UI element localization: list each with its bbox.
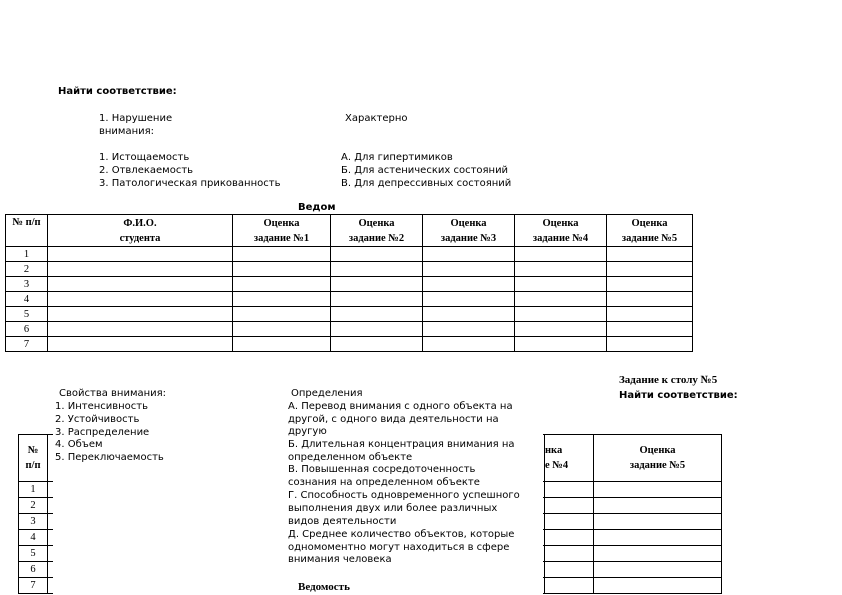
grade-cell[interactable]	[545, 578, 594, 594]
task1-right-item-a: А. Для гипертимиков	[341, 152, 453, 163]
grade-cell[interactable]	[233, 337, 331, 352]
definition-g-line3: видов деятельности	[288, 516, 397, 527]
grade-cell[interactable]	[594, 482, 722, 498]
grade-cell[interactable]	[423, 337, 515, 352]
grade-cell[interactable]	[331, 262, 423, 277]
grade-cell[interactable]	[331, 337, 423, 352]
definition-g-line2: выполнения двух или более различных	[288, 503, 498, 514]
table-row	[6, 262, 693, 277]
table-row	[6, 322, 693, 337]
table-row	[6, 307, 693, 322]
name-cell[interactable]	[48, 292, 233, 307]
grade-cell[interactable]	[423, 307, 515, 322]
grade-cell[interactable]	[233, 277, 331, 292]
grade-cell[interactable]	[545, 498, 594, 514]
task1-left-item-1: 1. Истощаемость	[99, 152, 190, 163]
grade-cell[interactable]	[607, 262, 693, 277]
grade-cell[interactable]	[607, 277, 693, 292]
grade-cell[interactable]	[423, 322, 515, 337]
grade-cell[interactable]	[515, 292, 607, 307]
table2-caption: Ведомость	[298, 581, 350, 593]
grade-cell[interactable]	[233, 292, 331, 307]
table-row	[6, 337, 693, 352]
grade-cell[interactable]	[515, 262, 607, 277]
grade-cell[interactable]	[331, 247, 423, 262]
definition-b-line2: определенном объекте	[288, 452, 413, 463]
grade-cell[interactable]	[233, 307, 331, 322]
task2-property-3: 3. Распределение	[55, 427, 150, 438]
row-number: 1	[19, 482, 48, 498]
row-number: 4	[19, 530, 48, 546]
grades-table-1	[5, 214, 693, 352]
grade-cell[interactable]	[233, 247, 331, 262]
table1-header-task4: Оценка задание №4	[515, 215, 607, 247]
row-number: 7	[6, 337, 48, 352]
row-number: 1	[6, 247, 48, 262]
grade-cell[interactable]	[515, 247, 607, 262]
name-cell[interactable]	[48, 277, 233, 292]
table1-header-task2: Оценка задание №2	[331, 215, 423, 247]
task1-right-item-b: Б. Для астенических состояний	[341, 165, 509, 176]
task2-property-5: 5. Переключаемость	[55, 452, 164, 463]
grade-cell[interactable]	[607, 292, 693, 307]
task1-left-item-2: 2. Отвлекаемость	[99, 165, 194, 176]
row-number: 3	[19, 514, 48, 530]
definition-a-line1: А. Перевод внимания с одного объекта на	[288, 401, 513, 412]
table1-header-num: № п/п	[6, 215, 48, 247]
name-cell[interactable]	[48, 322, 233, 337]
table1-caption: Ведом	[298, 202, 336, 213]
row-number: 2	[19, 498, 48, 514]
grade-cell[interactable]	[545, 514, 594, 530]
table-row	[6, 247, 693, 262]
task1-left-title-line2: внимания:	[99, 126, 155, 137]
definition-g-line1: Г. Способность одновременного успешного	[288, 490, 520, 501]
grade-cell[interactable]	[331, 322, 423, 337]
row-number: 2	[6, 262, 48, 277]
task2-property-2: 2. Устойчивость	[55, 414, 140, 425]
row-number: 4	[6, 292, 48, 307]
table-row	[6, 277, 693, 292]
name-cell[interactable]	[48, 307, 233, 322]
grade-cell[interactable]	[423, 262, 515, 277]
table2-header-task4-partial: нка е №4	[545, 435, 594, 482]
definition-b-line1: Б. Длительная концентрация внимания на	[288, 439, 515, 450]
grade-cell[interactable]	[607, 337, 693, 352]
row-number: 6	[19, 562, 48, 578]
task2-table-label: Задание к столу №5	[619, 374, 718, 386]
grade-cell[interactable]	[331, 307, 423, 322]
definition-d-line2: одномоментно могут находиться в сфере	[288, 542, 510, 553]
grade-cell[interactable]	[545, 562, 594, 578]
table1-header-task5: Оценка задание №5	[607, 215, 693, 247]
table1-header-name: Ф.И.О. студента	[48, 215, 233, 247]
row-number: 6	[6, 322, 48, 337]
grade-cell[interactable]	[594, 546, 722, 562]
grade-cell[interactable]	[594, 562, 722, 578]
table1-header-task1: Оценка задание №1	[233, 215, 331, 247]
task2-property-4: 4. Объем	[55, 439, 103, 450]
grade-cell[interactable]	[515, 277, 607, 292]
table-row	[6, 292, 693, 307]
grade-cell[interactable]	[515, 322, 607, 337]
table2-header-task5: Оценка задание №5	[594, 435, 722, 482]
grade-cell[interactable]	[515, 307, 607, 322]
row-number: 5	[6, 307, 48, 322]
task1-heading: Найти соответствие:	[58, 86, 177, 97]
definition-a-line3: другую	[288, 426, 327, 437]
grade-cell[interactable]	[545, 530, 594, 546]
task1-left-title-line1: 1. Нарушение	[99, 113, 173, 124]
definition-v-line1: В. Повышенная сосредоточенность	[288, 464, 476, 475]
grade-cell[interactable]	[594, 578, 722, 594]
grade-cell[interactable]	[233, 262, 331, 277]
row-number: 7	[19, 578, 48, 594]
grade-cell[interactable]	[423, 277, 515, 292]
definition-d-line3: внимания человека	[288, 554, 392, 565]
grade-cell[interactable]	[515, 337, 607, 352]
definition-d-line1: Д. Среднее количество объектов, которые	[288, 529, 515, 540]
grade-cell[interactable]	[423, 292, 515, 307]
grade-cell[interactable]	[423, 247, 515, 262]
grade-cell[interactable]	[545, 546, 594, 562]
table1-header-task3: Оценка задание №3	[423, 215, 515, 247]
name-cell[interactable]	[48, 337, 233, 352]
grade-cell[interactable]	[331, 277, 423, 292]
task1-left-item-3: 3. Патологическая прикованность	[99, 178, 281, 189]
row-number: 5	[19, 546, 48, 562]
definition-a-line2: другой, с одного вида деятельности на	[288, 414, 499, 425]
row-number: 3	[6, 277, 48, 292]
task1-right-title: Характерно	[345, 113, 408, 124]
definition-v-line2: сознания на определенном объекте	[288, 477, 480, 488]
name-cell[interactable]	[48, 262, 233, 277]
task2-property-1: 1. Интенсивность	[55, 401, 149, 412]
grade-cell[interactable]	[607, 247, 693, 262]
grade-cell[interactable]	[331, 292, 423, 307]
table1-header-row	[6, 215, 693, 247]
grade-cell[interactable]	[594, 498, 722, 514]
grade-cell[interactable]	[594, 530, 722, 546]
table2-header-num: № п/п	[19, 435, 48, 482]
task2-right-title: Определения	[291, 388, 363, 399]
grade-cell[interactable]	[594, 514, 722, 530]
grade-cell[interactable]	[545, 482, 594, 498]
grade-cell[interactable]	[233, 322, 331, 337]
task2-left-title: Свойства внимания:	[59, 388, 167, 399]
grade-cell[interactable]	[607, 322, 693, 337]
task2-heading: Найти соответствие:	[619, 390, 738, 401]
name-cell[interactable]	[48, 247, 233, 262]
grade-cell[interactable]	[607, 307, 693, 322]
task1-right-item-c: В. Для депрессивных состояний	[341, 178, 512, 189]
